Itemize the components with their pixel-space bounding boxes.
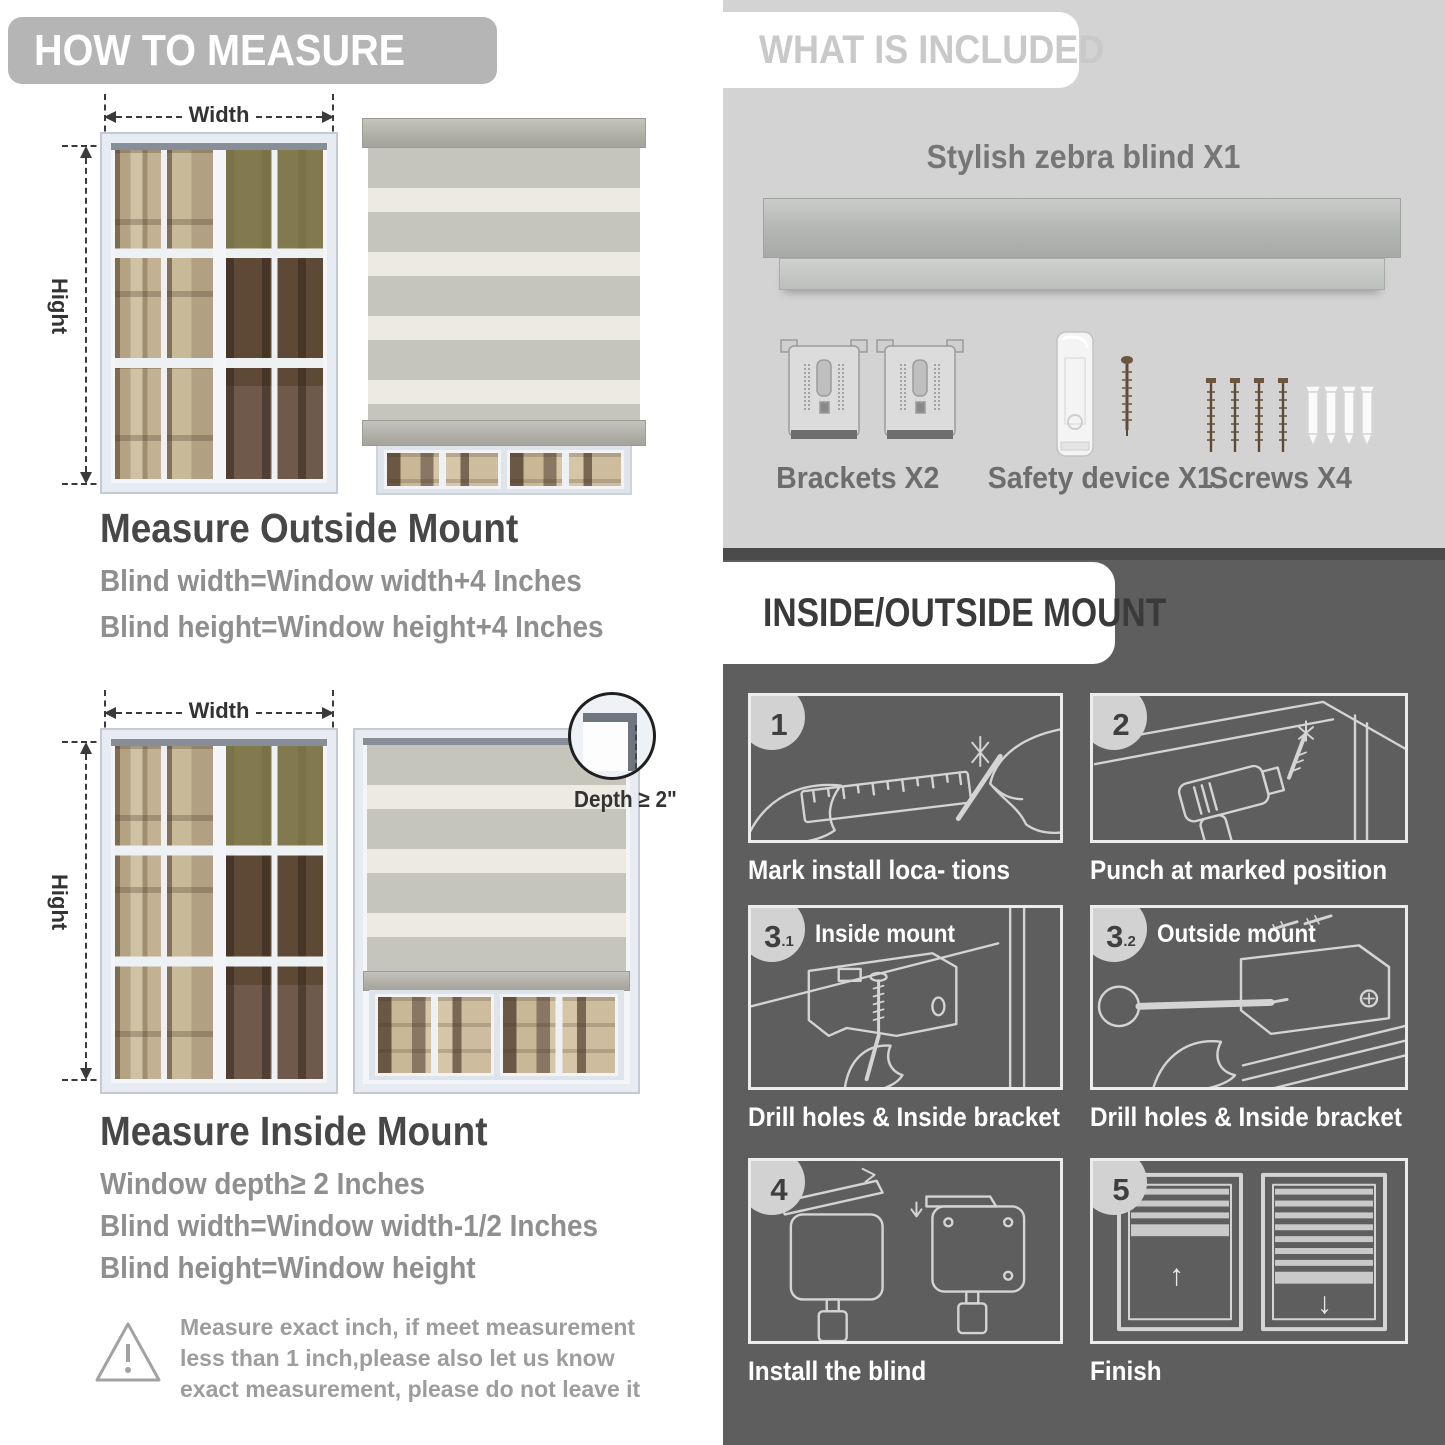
step-2 bbox=[1090, 693, 1408, 886]
inside-mount-heading: Measure Inside Mount bbox=[100, 1108, 488, 1154]
inside-rule-width: Blind width=Window width-1/2 Inches bbox=[100, 1208, 599, 1243]
blind-headrail bbox=[362, 118, 646, 148]
height-label-outside: Hight bbox=[47, 278, 72, 335]
step-number-badge: 3 .2 bbox=[1090, 905, 1147, 962]
step-4 bbox=[748, 1158, 1063, 1387]
step-1-caption: Mark install loca- tions bbox=[748, 855, 1010, 885]
depth-magnifier-icon bbox=[568, 692, 656, 780]
width-measure-line-outside bbox=[104, 102, 334, 127]
step-number-badge: 5 bbox=[1090, 1158, 1147, 1215]
width-label-outside: Width bbox=[188, 102, 250, 127]
depth-label: Depth ≥ 2" bbox=[574, 786, 677, 812]
zebra-blind-inside-mount bbox=[353, 728, 640, 1094]
inside-rule-depth: Window depth≥ 2 Inches bbox=[100, 1166, 426, 1201]
frame-corner-detail bbox=[583, 713, 637, 771]
panel-divider-strip bbox=[723, 548, 1445, 560]
how-to-measure-header-label: HOW TO MEASURE bbox=[34, 26, 406, 75]
depth-dash-line bbox=[635, 725, 637, 769]
step-4-caption: Install the blind bbox=[748, 1356, 927, 1386]
step-3-1-title: Inside mount bbox=[815, 920, 956, 948]
height-label-inside: Hight bbox=[47, 874, 72, 931]
width-label-inside: Width bbox=[188, 698, 250, 723]
product-label: Stylish zebra blind X1 bbox=[927, 138, 1241, 175]
blind-fabric bbox=[367, 745, 626, 971]
arrow-up-icon bbox=[80, 146, 92, 158]
zebra-blind-outside-mount bbox=[362, 118, 646, 495]
step-3-2 bbox=[1090, 905, 1408, 1133]
how-to-measure-header bbox=[8, 17, 497, 84]
brackets-label: Brackets X2 bbox=[776, 460, 940, 495]
step-number-badge: 1 bbox=[748, 693, 805, 750]
window-sash-left bbox=[111, 739, 217, 1083]
mount-instructions-panel bbox=[723, 548, 1445, 1445]
window-photo-outside bbox=[100, 132, 338, 494]
safety-device-label: Safety device X1 bbox=[987, 460, 1213, 495]
window-pane bbox=[500, 994, 619, 1076]
outside-rule-width: Blind width=Window width+4 Inches bbox=[100, 563, 582, 598]
window-sash-left bbox=[111, 143, 217, 483]
measure-warning-text: Measure exact inch, if meet measurement less than 1 inch,please also let us know exact measurement, please do not leave it bbox=[180, 1314, 641, 1403]
step-3-1 bbox=[748, 905, 1063, 1133]
step-number-badge: 2 bbox=[1090, 693, 1147, 750]
screws-anchors-icon bbox=[1201, 378, 1377, 464]
height-measure-line-outside bbox=[77, 146, 95, 484]
blind-fabric bbox=[368, 148, 640, 420]
step-number-badge: 3 .1 bbox=[748, 905, 805, 962]
step-1 bbox=[748, 693, 1063, 886]
step-2-caption: Punch at marked position bbox=[1090, 855, 1388, 885]
step-3-1-caption: Drill holes & Inside bracket bbox=[748, 1102, 1060, 1132]
arrow-up-icon: ↑ bbox=[1169, 1259, 1184, 1292]
step-number-badge: 4 bbox=[748, 1158, 805, 1215]
arrow-down-icon: ↓ bbox=[1317, 1287, 1332, 1320]
width-measure-line-inside bbox=[104, 698, 334, 723]
arrow-up-icon bbox=[80, 742, 92, 754]
what-is-included-label: WHAT IS INCLUDED bbox=[759, 28, 1105, 72]
height-measure-line-inside bbox=[77, 742, 95, 1080]
screws-label: Screws X4 bbox=[1209, 460, 1352, 495]
window-sash-right bbox=[222, 739, 328, 1083]
outside-rule-height: Blind height=Window height+4 Inches bbox=[100, 609, 604, 644]
window-pane bbox=[375, 994, 494, 1076]
step-3-2-title: Outside mount bbox=[1157, 920, 1316, 948]
window-recess-shadow bbox=[111, 143, 327, 150]
step-5 bbox=[1090, 1158, 1408, 1387]
safety-device-icon bbox=[1045, 330, 1155, 462]
mount-header-label: INSIDE/OUTSIDE MOUNT bbox=[763, 591, 1167, 635]
window-below-blind bbox=[376, 446, 632, 495]
step-5-caption: Finish bbox=[1090, 1356, 1162, 1386]
window-pane bbox=[384, 450, 501, 489]
blind-bottomrail bbox=[362, 420, 646, 446]
how-to-measure-section bbox=[0, 0, 710, 1445]
what-is-included-header bbox=[723, 12, 1105, 88]
brackets-icon bbox=[773, 338, 973, 456]
window-recess-shadow bbox=[111, 739, 327, 746]
blind-headrail-bottom-bar bbox=[779, 258, 1385, 290]
mount-header bbox=[723, 562, 1167, 664]
blind-headrail-image bbox=[763, 198, 1401, 258]
window-pane bbox=[507, 450, 624, 489]
warning-triangle-icon bbox=[92, 1318, 164, 1388]
what-is-included-panel bbox=[723, 0, 1445, 548]
inside-rule-height: Blind height=Window height bbox=[100, 1250, 476, 1285]
blind-bottomrail bbox=[363, 971, 630, 991]
step-3-2-caption: Drill holes & Inside bracket bbox=[1090, 1102, 1402, 1132]
outside-mount-heading: Measure Outside Mount bbox=[100, 505, 519, 551]
window-sash-right bbox=[222, 143, 328, 483]
window-photo-inside bbox=[100, 728, 338, 1094]
window-below-blind bbox=[369, 990, 624, 1080]
